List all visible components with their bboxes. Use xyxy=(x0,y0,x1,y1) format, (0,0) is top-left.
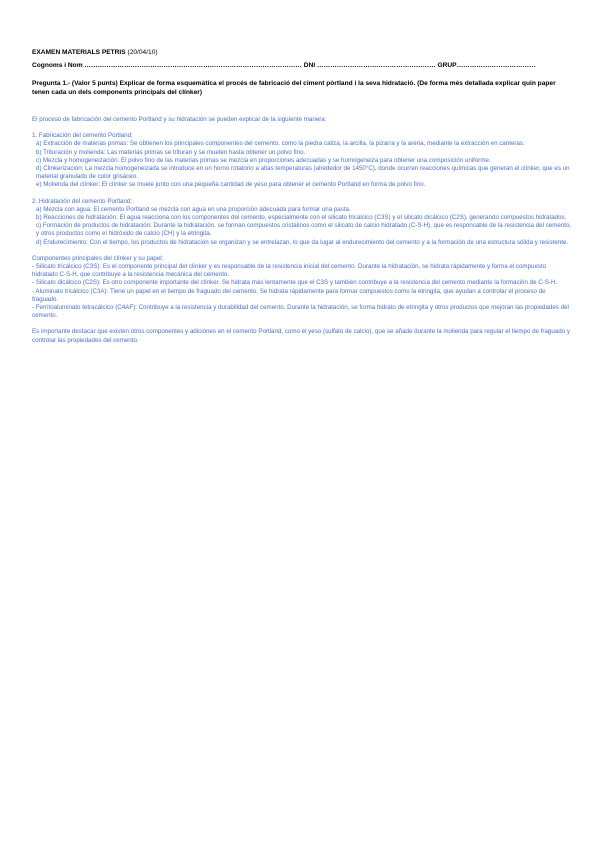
list-item: b) Reacciones de hidratación: El agua reacciona con los componentes del cemento, especialmente con el silicato tricálcico (C3S) y el silicato dicálcico (C2S), generando compuestos hidratados. xyxy=(36,214,567,222)
exam-title xyxy=(32,48,572,57)
list-item: d) Endurecimiento: Con el tiempo, los productos de hidratación se organizan y se entrelazan, lo que da lugar al endurecimiento del cemento y a la formación de una estructura sólida y resistente. xyxy=(36,238,569,246)
section-heading: 1. Fabricación del cemento Portland: xyxy=(32,132,133,140)
section-hydration xyxy=(32,198,572,247)
answer-body xyxy=(32,116,572,345)
section-heading: 2. Hidratación del cemento Portland: xyxy=(32,197,133,205)
list-item: d) Clinkerización: La mezcla homogeneizada se introduce en un horno rotatorio a altas temperaturas (alrededor de 1450°C), donde ocurren reacciones químicas que generan el clínker, que es un material granulado de color grisáceo. xyxy=(36,165,570,181)
exam-header xyxy=(32,48,572,70)
section-fabrication xyxy=(32,132,572,189)
list-item: - Ferritoaluminato tetracálcico (C4AF): Contribuye a la resistencia y durabilidad del cemento. Durante la hidratación, se forma hidrato de etringita y otros productos que mejoran las propiedades del cemento. xyxy=(32,304,569,320)
exam-title-text: EXAMEN MATERIALS PETRIS xyxy=(32,49,126,56)
list-item: a) Extracción de materias primas: Se obtienen los principales componentes del cemento, como la piedra caliza, la arcilla, la pizarra y la arena, mediante la extracción en canteras. xyxy=(36,140,525,148)
list-item: - Silicato tricálcico (C3S): Es el componente principal del clínker y es responsable de la resistencia inicial del cemento. Durante la hidratación, se hidrata rápidamente y forma el compuesto hidratado C-S-H, que contribuye a la resistencia mecánica del cemento. xyxy=(32,263,547,279)
section-heading: Componentes principales del clínker y su papel: xyxy=(32,254,164,262)
list-item: - Aluminato tricálcico (C3A): Tiene un papel en el tiempo de fraguado del cemento. Se hidrata rápidamente para formar compuestos como la etringita, que ayudan a controlar el proceso de fraguado. xyxy=(32,287,546,303)
answer-conclusion: Es importante destacar que existen otros componentes y adiciones en el cemento Portland, como el yeso (sulfato de calcio), que se añade durante la molienda para regular el tiempo de fraguado y controlar las propiedades del cemento. xyxy=(32,328,570,344)
student-info-line: Cognoms i Nom ……………………………………………………………………………………… DNI ……………………………………………… GRUP……………………………… xyxy=(32,62,536,69)
list-item: a) Mezcla con agua: El cemento Portland se mezcla con agua en una proporción adecuada para formar una pasta. xyxy=(36,205,351,213)
section-components xyxy=(32,255,572,321)
list-item: c) Formación de productos de hidratación: Durante la hidratación, se forman compuestos cristalinos como el silicato de calcio hidratado (C-S-H), que es responsable de la resistencia del cemento, y otros productos como el hidróxido de calcio (CH) y la etringita. xyxy=(36,222,572,238)
answer-intro: El proceso de fabricación del cemento Portland y su hidratación se pueden explicar de la siguiente manera: xyxy=(32,116,327,123)
list-item: - Silicato dicálcico (C2S): Es otro componente importante del clínker. Se hidrata más lentamente que el C3S y también contribuye a la resistencia del cemento mediante la formación de C-S-H. xyxy=(32,279,558,287)
list-item: b) Trituración y molienda: Las materias primas se trituran y se muelen hasta obtener un polvo fino. xyxy=(36,148,306,156)
question-1: Pregunta 1.- (Valor 5 punts) Explicar de forma esquemàtica el procés de fabricació del ciment pòrtland i la seva hidratació. (De forma més detallada explicar quin paper tenen cada un dels components principals del clínker) xyxy=(32,80,556,96)
list-item: e) Molienda del clínker: El clínker se muele junto con una pequeña cantidad de yeso para obtener el cemento Portland en forma de polvo fino. xyxy=(36,181,426,189)
list-item: c) Mezcla y homogeneización: El polvo fino de las materias primas se mezcla en proporciones adecuadas y se homogeneiza para obtener una composición uniforme. xyxy=(36,156,491,164)
exam-date: (20/04/10) xyxy=(127,49,158,56)
